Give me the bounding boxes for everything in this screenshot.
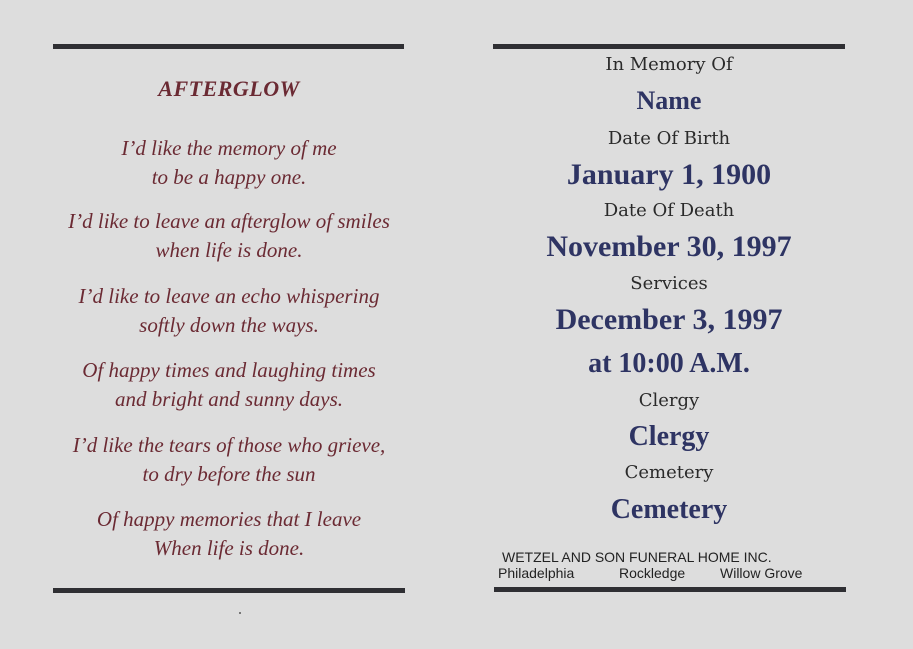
poem-line: Of happy memories that I leave	[96, 507, 362, 531]
speck	[239, 612, 241, 614]
funeral-home-name: WETZEL AND SON FUNERAL HOME INC.	[502, 549, 772, 565]
in-memory-label: In Memory Of	[605, 54, 733, 75]
left-top-rule	[53, 44, 404, 49]
birth-date: January 1, 1900	[566, 158, 772, 191]
clergy-label: Clergy	[638, 390, 700, 411]
birth-label: Date Of Birth	[607, 128, 731, 149]
poem-stanza	[33, 505, 425, 563]
services-date: December 3, 1997	[555, 303, 783, 336]
poem-stanza	[33, 134, 425, 192]
poem-line: I’d like to leave an echo whispering	[78, 284, 380, 308]
location-rockledge: Rockledge	[619, 565, 686, 581]
poem-line: When life is done.	[153, 536, 305, 560]
poem-stanza	[33, 356, 425, 414]
poem-line: and bright and sunny days.	[114, 387, 344, 411]
poem-stanza	[33, 431, 425, 489]
left-bottom-rule	[53, 588, 405, 593]
poem-line: I’d like the memory of me	[121, 136, 337, 160]
poem-line: when life is done.	[155, 238, 303, 262]
cemetery-label: Cemetery	[624, 462, 714, 483]
poem-title: AFTERGLOW	[158, 76, 300, 101]
clergy-value: Clergy	[628, 421, 710, 452]
poem-line: softly down the ways.	[139, 313, 319, 337]
location-philadelphia: Philadelphia	[498, 565, 575, 581]
death-label: Date Of Death	[603, 200, 735, 221]
cemetery-value: Cemetery	[610, 494, 728, 525]
services-label: Services	[630, 273, 708, 294]
deceased-name: Name	[636, 86, 702, 115]
right-bottom-rule	[494, 587, 846, 592]
poem-line: Of happy times and laughing times	[82, 358, 376, 382]
poem-stanza	[33, 282, 425, 340]
services-time: at 10:00 A.M.	[588, 348, 750, 379]
location-willow-grove: Willow Grove	[720, 565, 803, 581]
poem-line: to dry before the sun	[142, 462, 316, 486]
poem-line: I’d like to leave an afterglow of smiles	[68, 209, 390, 233]
right-top-rule	[493, 44, 845, 49]
poem-stanza	[33, 207, 425, 265]
poem-line: I’d like the tears of those who grieve,	[72, 433, 386, 457]
death-date: November 30, 1997	[546, 230, 792, 263]
poem-line: to be a happy one.	[151, 165, 307, 189]
